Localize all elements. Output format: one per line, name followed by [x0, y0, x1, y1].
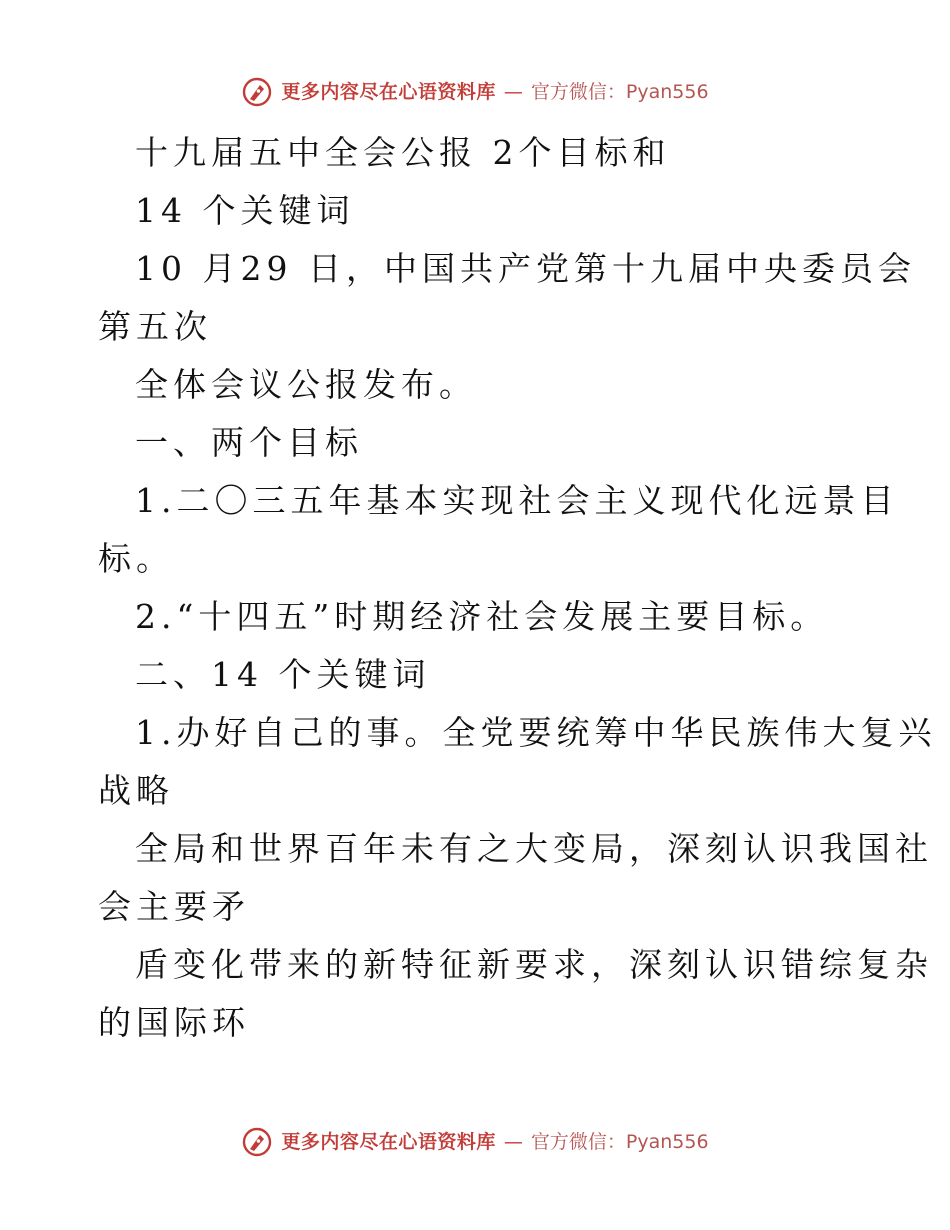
- document-line: 2.“十四五”时期经济社会发展主要目标。: [135, 597, 829, 636]
- document-body: [98, 124, 937, 1052]
- footer-watermark-banner: [0, 1126, 950, 1158]
- document-line: 盾变化带来的新特征新要求，深刻认识错综复杂: [135, 945, 933, 984]
- pen-nib-icon: [241, 76, 273, 108]
- document-line: 全局和世界百年未有之大变局，深刻认识我国社: [135, 829, 933, 868]
- document-line: 战略: [98, 771, 174, 810]
- document-line: 标。: [98, 539, 174, 578]
- document-line: 10 月29 日，中国共产党第十九届中央委员会: [135, 249, 916, 288]
- banner-wechat: 官方微信：Pyan556: [530, 81, 709, 103]
- banner-wechat: 官方微信：Pyan556: [530, 1131, 709, 1153]
- document-line: 全体会议公报发布。: [135, 365, 477, 404]
- banner-dash: —: [503, 1131, 523, 1153]
- document-line: 14 个关键词: [135, 191, 355, 230]
- header-watermark-banner: [0, 76, 950, 108]
- document-line: 第五次: [98, 307, 212, 346]
- banner-text: 更多内容尽在心语资料库: [281, 1131, 496, 1153]
- pen-nib-icon: [241, 1126, 273, 1158]
- banner-dash: —: [503, 81, 523, 103]
- banner-text: 更多内容尽在心语资料库: [281, 81, 496, 103]
- document-line: 二、14 个关键词: [135, 655, 431, 694]
- document-line: 的国际环: [98, 1003, 250, 1042]
- document-line: 1.办好自己的事。全党要统筹中华民族伟大复兴: [135, 713, 937, 752]
- document-line: 1.二〇三五年基本实现社会主义现代化远景目: [135, 481, 899, 520]
- document-line: 一、两个目标: [135, 423, 363, 462]
- document-line: 十九届五中全会公报 2个目标和: [135, 133, 671, 172]
- document-line: 会主要矛: [98, 887, 250, 926]
